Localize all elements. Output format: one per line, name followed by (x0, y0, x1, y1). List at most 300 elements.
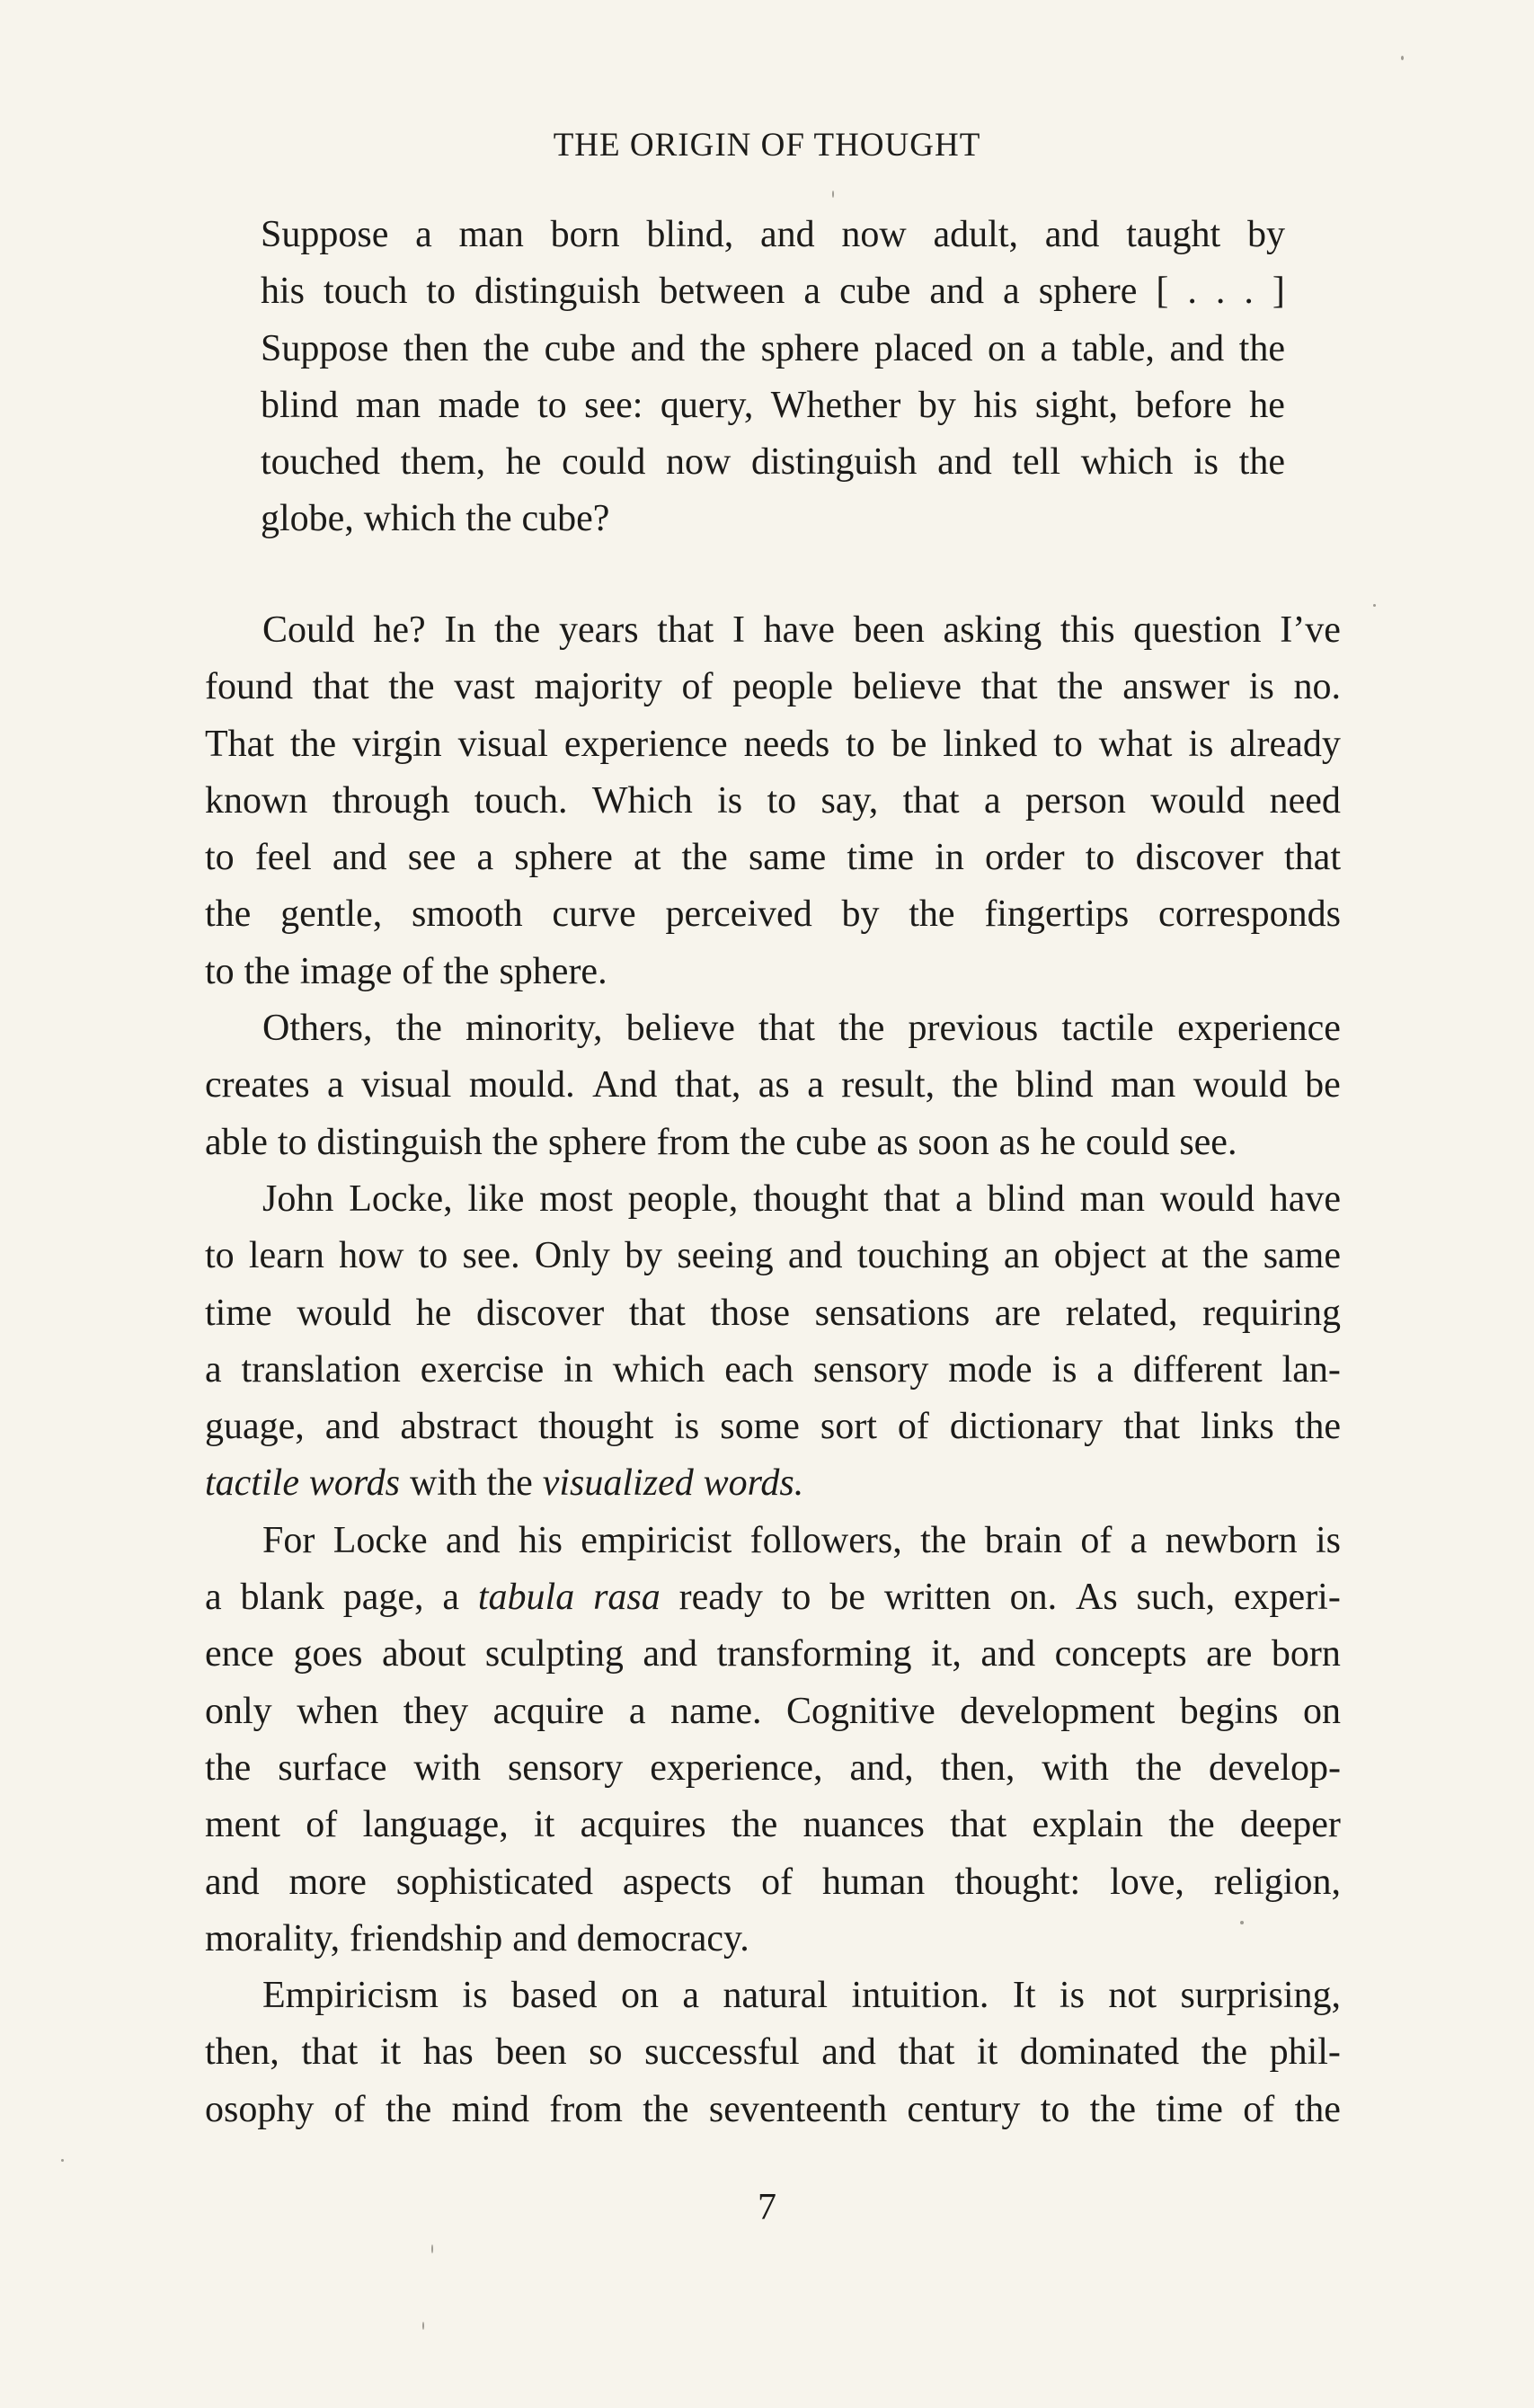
word: most (539, 1177, 613, 1220)
word: tabula (477, 1577, 575, 1619)
word: man (1111, 1064, 1176, 1106)
word: of (1080, 1519, 1113, 1561)
word: need (1269, 779, 1341, 822)
word: the (681, 837, 728, 879)
word: mode (948, 1348, 1033, 1391)
word: and, (849, 1746, 914, 1789)
word: order (985, 837, 1065, 879)
word: could (562, 441, 646, 484)
word: the (838, 1008, 885, 1050)
word: That (205, 723, 274, 765)
word: to (1040, 2088, 1070, 2130)
word: man (458, 214, 524, 255)
word: is (1188, 723, 1214, 765)
word: the (1168, 1804, 1215, 1846)
word: that (301, 2031, 359, 2074)
word: fingertips (984, 893, 1130, 936)
word: been (853, 609, 925, 651)
body-line (205, 1626, 1341, 1683)
word: experi- (1233, 1577, 1341, 1619)
word: then, (205, 2031, 279, 2074)
quote-line (261, 207, 1285, 263)
word: to (277, 1121, 307, 1163)
word: between (659, 271, 785, 313)
word: from (656, 1121, 731, 1163)
body-line (205, 1513, 1341, 1569)
word: an (1003, 1235, 1040, 1277)
paper-speck (1373, 604, 1376, 607)
word: curve (552, 893, 636, 936)
body-line (205, 773, 1341, 830)
word: only (205, 1690, 272, 1732)
word: empiricist (581, 1519, 732, 1561)
word: page, (342, 1577, 424, 1619)
word: what (1098, 723, 1173, 765)
word: globe, (261, 498, 354, 540)
word: ment (205, 1804, 280, 1846)
word: is (1248, 666, 1274, 708)
body-line (205, 1399, 1341, 1455)
word: [ (1156, 271, 1169, 313)
word: ready (678, 1577, 763, 1619)
word: As (1076, 1577, 1118, 1619)
word: by (625, 1235, 663, 1277)
word: gentle, (280, 893, 383, 936)
word: thought (753, 1177, 869, 1220)
word: experience, (650, 1746, 823, 1789)
body-text (205, 602, 1341, 2138)
word: development (960, 1690, 1156, 1732)
word: before (1135, 384, 1232, 426)
word: such, (1136, 1577, 1216, 1619)
word: exercise (420, 1348, 545, 1391)
word: now (841, 214, 907, 255)
word: is (717, 779, 743, 822)
word: the (466, 498, 512, 540)
word: and (324, 1406, 380, 1448)
word: a (327, 1064, 344, 1106)
word: tactile (205, 1462, 299, 1505)
word: the (388, 666, 435, 708)
word: by (841, 893, 880, 936)
word: by (1246, 214, 1285, 255)
word: and (643, 1633, 698, 1675)
word: to (767, 779, 797, 822)
word: are (994, 1292, 1042, 1334)
word: at (634, 837, 661, 879)
word: visual (361, 1064, 452, 1106)
word: see: (584, 384, 643, 426)
word: Others, (262, 1008, 373, 1050)
word: is (1193, 441, 1219, 484)
word: that (657, 609, 714, 651)
paper-speck (422, 2322, 424, 2330)
word: he (505, 441, 542, 484)
body-line (205, 1740, 1341, 1797)
word: in (563, 1348, 593, 1391)
word: each (724, 1348, 794, 1391)
word: his (973, 384, 1018, 426)
word: In (444, 609, 476, 651)
word: name. (670, 1690, 762, 1732)
word: cube (544, 327, 616, 369)
word: abstract (400, 1406, 518, 1448)
word: it, (931, 1633, 962, 1675)
word: virgin (352, 723, 442, 765)
body-line (205, 944, 1341, 1000)
word: a (205, 1577, 222, 1619)
word: that (883, 1177, 941, 1220)
word: is (462, 1975, 488, 2017)
word: blank (240, 1577, 324, 1619)
word: result, (841, 1064, 935, 1106)
word: begins (1179, 1690, 1279, 1732)
word: as (998, 1121, 1031, 1163)
word: friendship (349, 1917, 503, 1959)
word: a (628, 1690, 646, 1732)
word: he (1249, 384, 1285, 426)
word: that (758, 1008, 815, 1050)
word: of (306, 1804, 338, 1846)
word: sphere (1038, 271, 1138, 313)
body-line (205, 1968, 1341, 2024)
word: he (1040, 1121, 1077, 1163)
body-line (205, 886, 1341, 943)
word: a (415, 214, 432, 255)
word: love, (1110, 1861, 1184, 1903)
word: Empiricism (262, 1975, 439, 2017)
word: surprising, (1180, 1975, 1341, 2017)
word: been (495, 2031, 567, 2074)
word: touching (856, 1235, 989, 1277)
word: that (1284, 837, 1341, 879)
word: transforming (716, 1633, 912, 1675)
word: as (758, 1064, 790, 1106)
word: could (1086, 1121, 1170, 1163)
word: image (299, 950, 393, 992)
word: a (442, 1577, 459, 1619)
word: . (1215, 271, 1226, 313)
word: of (681, 666, 714, 708)
word: person (1024, 779, 1126, 822)
word: this (1060, 609, 1115, 651)
word: the (492, 1121, 539, 1163)
word: no. (1293, 666, 1341, 708)
word: guage, (205, 1406, 305, 1448)
word: be (829, 1577, 865, 1619)
word: asking (943, 609, 1042, 651)
word: able (205, 1121, 268, 1163)
word: a (955, 1177, 972, 1220)
word: not (1108, 1975, 1157, 2017)
word: I’ve (1280, 609, 1341, 651)
word: to (205, 837, 235, 879)
word: the (1294, 2088, 1341, 2130)
word: It (1012, 1975, 1036, 2017)
word: religion, (1213, 1861, 1341, 1903)
word: and (937, 441, 992, 484)
body-line (205, 2024, 1341, 2081)
word: blind (261, 384, 339, 426)
word: that (312, 666, 369, 708)
body-line (205, 1285, 1341, 1342)
quote-line (261, 321, 1285, 378)
word: the (1089, 2088, 1136, 2130)
word: sophisticated (395, 1861, 594, 1903)
word: a (1096, 1348, 1113, 1391)
word: vast (454, 666, 515, 708)
word: a (803, 271, 821, 313)
word: through (332, 779, 450, 822)
word: brain (984, 1519, 1062, 1561)
word: sphere (514, 837, 613, 879)
word: different (1132, 1348, 1263, 1391)
word: years (558, 609, 639, 651)
word: visualized (542, 1462, 694, 1505)
word: of (897, 1406, 929, 1448)
word: cube (839, 271, 911, 313)
word: is (674, 1406, 700, 1448)
word: perceived (665, 893, 812, 936)
body-line (205, 1171, 1341, 1228)
word: blind (1015, 1064, 1094, 1106)
word: of (402, 950, 434, 992)
body-line (205, 1228, 1341, 1284)
word: acquires (580, 1804, 706, 1846)
word: and (980, 1633, 1036, 1675)
word: the (731, 1804, 778, 1846)
paper-speck (61, 2159, 64, 2162)
word: it (534, 1804, 555, 1846)
word: people, (627, 1177, 739, 1220)
body-line (205, 2082, 1341, 2138)
word: to (846, 723, 875, 765)
word: and (512, 1917, 567, 1959)
word: written (883, 1577, 991, 1619)
word: the (483, 327, 530, 369)
word: intuition. (851, 1975, 989, 2017)
word: as (876, 1121, 909, 1163)
word: Locke (333, 1519, 428, 1561)
word: aspects (622, 1861, 732, 1903)
word: has (422, 2031, 474, 2074)
quote-line (261, 378, 1285, 434)
word: requiring (1202, 1292, 1341, 1334)
word: have (763, 609, 835, 651)
word: distinguish (316, 1121, 483, 1163)
body-line (205, 602, 1341, 659)
word: the (494, 609, 541, 651)
word: a (476, 837, 494, 879)
paper-speck (1240, 1921, 1244, 1924)
word: from (549, 2088, 623, 2130)
word: tell (1012, 441, 1061, 484)
word: to (205, 950, 235, 992)
word: newborn (1165, 1519, 1298, 1561)
word: blind (987, 1177, 1065, 1220)
word: on (1303, 1690, 1341, 1732)
word: known (205, 779, 308, 822)
word: the (1202, 1235, 1249, 1277)
word: majority (534, 666, 662, 708)
word: words (308, 1462, 401, 1505)
word: time (205, 1292, 272, 1334)
quote-line (261, 491, 1285, 547)
word: that (898, 2031, 955, 2074)
word: born (1271, 1633, 1341, 1675)
word: which (1080, 441, 1174, 484)
body-line (205, 1911, 1341, 1968)
word: the (205, 893, 252, 936)
word: at (1160, 1235, 1188, 1277)
running-head: THE ORIGIN OF THOUGHT (553, 127, 981, 164)
word: ] (1272, 271, 1285, 313)
word: deeper (1240, 1804, 1341, 1846)
word: acquire (492, 1690, 605, 1732)
word: to (205, 1235, 235, 1277)
word: about (382, 1633, 466, 1675)
word: blind, (646, 214, 734, 255)
word: people (732, 666, 834, 708)
word: seeing (677, 1235, 774, 1277)
paper-speck (832, 191, 834, 198)
word: goes (293, 1633, 363, 1675)
word: and (821, 2031, 876, 2074)
word: and (332, 837, 387, 879)
word: same (748, 837, 827, 879)
body-line (205, 716, 1341, 773)
word: sensations (814, 1292, 971, 1334)
word: Suppose (261, 327, 389, 369)
word: by (918, 384, 956, 426)
word: a (983, 779, 1001, 822)
word: human (822, 1861, 926, 1903)
word: John (262, 1177, 334, 1220)
word: natural (723, 1975, 829, 2017)
word: now (666, 441, 732, 484)
word: a (807, 1064, 824, 1106)
word: query, (660, 384, 754, 426)
word: discover (476, 1292, 605, 1334)
word: which (363, 498, 457, 540)
word: the (395, 1008, 442, 1050)
word: how (339, 1235, 404, 1277)
word: table, (1071, 327, 1155, 369)
word: osophy (205, 2088, 315, 2130)
word: so (589, 2031, 623, 2074)
word: of (1243, 2088, 1275, 2130)
word: with (1042, 1746, 1109, 1789)
word: them, (400, 441, 486, 484)
word: experience (1177, 1008, 1341, 1050)
word: made (438, 384, 520, 426)
page-number: 7 (758, 2187, 776, 2228)
word: a (1003, 271, 1020, 313)
word: Locke, (349, 1177, 453, 1220)
word: then (403, 327, 469, 369)
quote-line (261, 263, 1285, 320)
word: a (1040, 327, 1058, 369)
word: it (379, 2031, 402, 2074)
word: that (980, 666, 1038, 708)
word: the (205, 1746, 252, 1789)
word: dictionary (949, 1406, 1104, 1448)
word: surface (278, 1746, 387, 1789)
word: distinguish (474, 271, 641, 313)
word: on (620, 1975, 659, 2017)
word: have (1269, 1177, 1341, 1220)
word: sculpting (484, 1633, 624, 1675)
word: and (445, 1519, 501, 1561)
word: And (592, 1064, 658, 1106)
word: the (1294, 1406, 1341, 1448)
word: with (413, 1746, 482, 1789)
word: placed (873, 327, 973, 369)
word: then, (940, 1746, 1015, 1789)
paper-speck (431, 2244, 433, 2253)
word: the (1238, 327, 1285, 369)
word: cube (795, 1121, 867, 1163)
word: that (902, 779, 960, 822)
word: the (289, 723, 337, 765)
word: visual (457, 723, 548, 765)
word: he (415, 1292, 452, 1334)
word: successful (644, 2031, 800, 2074)
word: explain (1032, 1804, 1144, 1846)
word: of (333, 2088, 366, 2130)
word: they (403, 1690, 469, 1732)
body-line (205, 1797, 1341, 1853)
word: the (385, 2088, 432, 2130)
word: learn (248, 1235, 324, 1277)
word: and (630, 327, 686, 369)
word: I (732, 609, 745, 651)
word: are (1206, 1633, 1253, 1675)
word: lan- (1281, 1348, 1341, 1391)
word: taught (1126, 214, 1221, 255)
word: words. (703, 1462, 804, 1505)
word: thought: (954, 1861, 1081, 1903)
word: cube? (521, 498, 610, 540)
word: in (935, 837, 964, 879)
word: corresponds (1158, 893, 1341, 936)
word: that (1123, 1406, 1181, 1448)
word: would (1159, 1177, 1255, 1220)
word: a (1130, 1519, 1148, 1561)
word: when (297, 1690, 379, 1732)
word: Only (534, 1235, 610, 1277)
word: the (244, 950, 290, 992)
word: mind (451, 2088, 529, 2130)
word: previous (908, 1008, 1039, 1050)
word: translation (241, 1348, 401, 1391)
word: touched (261, 441, 380, 484)
word: on. (1009, 1577, 1058, 1619)
word: some (720, 1406, 800, 1448)
word: which (612, 1348, 705, 1391)
word: century (907, 2088, 1021, 2130)
word: tactile (1061, 1008, 1154, 1050)
word: dominated (1019, 2031, 1180, 2074)
word: the (909, 893, 955, 936)
body-line (205, 1115, 1341, 1171)
word: experience (563, 723, 728, 765)
word: sphere (760, 327, 860, 369)
word: Could (262, 609, 355, 651)
word: found (205, 666, 293, 708)
word: ence (205, 1633, 274, 1675)
word: sort (820, 1406, 877, 1448)
